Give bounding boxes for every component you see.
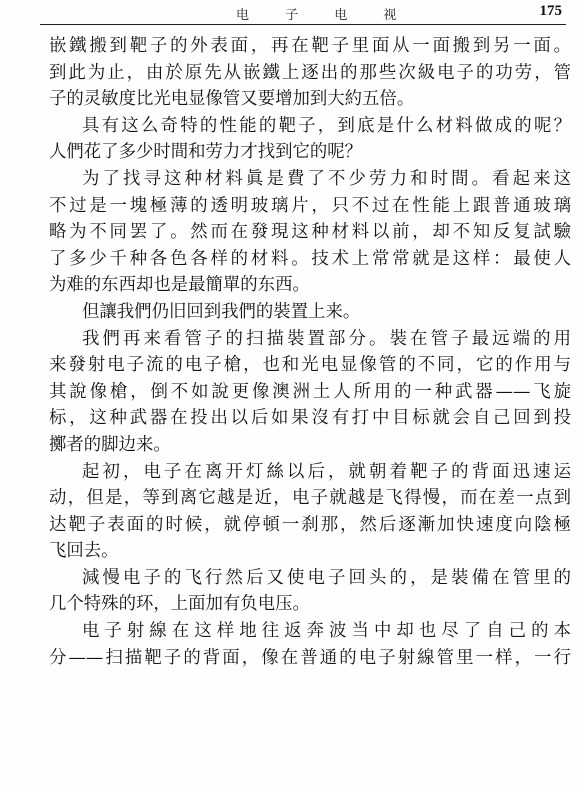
- text-line: 具有这么奇特的性能的靶子，到底是什么材料做成的呢？: [82, 115, 571, 136]
- text-line: 減慢电子的飞行然后又使电子回头的，是裝備在管里的: [82, 567, 571, 588]
- text-line: 擲者的脚边来。: [49, 434, 171, 455]
- header-title: 电 子 电 视: [236, 8, 413, 23]
- paragraph: [49, 299, 571, 326]
- paragraph: [49, 618, 571, 671]
- text-line: 不过是一塊極薄的透明玻璃片，只不过在性能上跟普通玻璃: [49, 195, 571, 216]
- text-line: 动，但是，等到离它越是近，电子就越是飞得慢，而在差一点到: [49, 488, 571, 509]
- paragraph: [49, 565, 571, 618]
- text-line: 其說像槍，倒不如說更像澳洲土人所用的一种武器——飞旋: [49, 381, 571, 402]
- paragraph: [49, 113, 571, 166]
- text-line: 到此为止，由於原先从嵌鐵上逐出的那些次級电子的功劳，管: [49, 62, 571, 83]
- paragraph: [49, 33, 571, 113]
- running-header: [40, 2, 566, 24]
- text-line: 但讓我們仍旧回到我們的裝置上来。: [82, 301, 361, 322]
- page-number: 175: [539, 3, 562, 19]
- text-line: 人們花了多少时間和劳力才找到它的呢？: [49, 142, 363, 163]
- body-text: [49, 33, 571, 671]
- text-line: 嵌鐵搬到靶子的外表面，再在靶子里面从一面搬到另一面。: [49, 36, 571, 56]
- header-rule: [40, 24, 566, 25]
- text-line: 为了找寻这种材料眞是費了不少劳力和时間。看起来这: [82, 168, 571, 189]
- text-line: 来發射电子流的电子槍，也和光电显像管的不同，它的作用与: [49, 355, 571, 376]
- text-line: 分——扫描靶子的背面，像在普通的电子射線管里一样，一行: [49, 647, 571, 668]
- text-line: 子的灵敏度比光电显像管又要增加到大約五倍。: [49, 89, 415, 110]
- paragraph: [49, 326, 571, 459]
- text-line: 了多少千种各色各样的材料。技术上常常就是这样：最使人: [49, 248, 571, 269]
- paragraph: [49, 459, 571, 565]
- text-line: 为难的东西却也是最簡單的东西。: [49, 275, 310, 296]
- text-line: 达靶子表面的时候，就停頓一刹那，然后逐漸加快速度向陰極: [49, 514, 571, 535]
- text-line: 电子射線在这样地往返奔波当中却也尽了自己的本: [82, 621, 571, 642]
- paragraph: [49, 166, 571, 299]
- text-line: 起初，电子在离开灯絲以后，就朝着靶子的背面迅速运: [82, 461, 571, 482]
- text-line: 飞回去。: [49, 541, 119, 562]
- text-line: 标，这种武器在投出以后如果沒有打中目标就会自己回到投: [49, 408, 571, 429]
- text-line: 我們再来看管子的扫描裝置部分。裝在管子最远端的用: [82, 328, 571, 349]
- text-line: 略为不同罢了。然而在發現这种材料以前，却不知反复試驗: [49, 222, 571, 243]
- text-line: 几个特殊的环，上面加有负电压。: [49, 594, 310, 615]
